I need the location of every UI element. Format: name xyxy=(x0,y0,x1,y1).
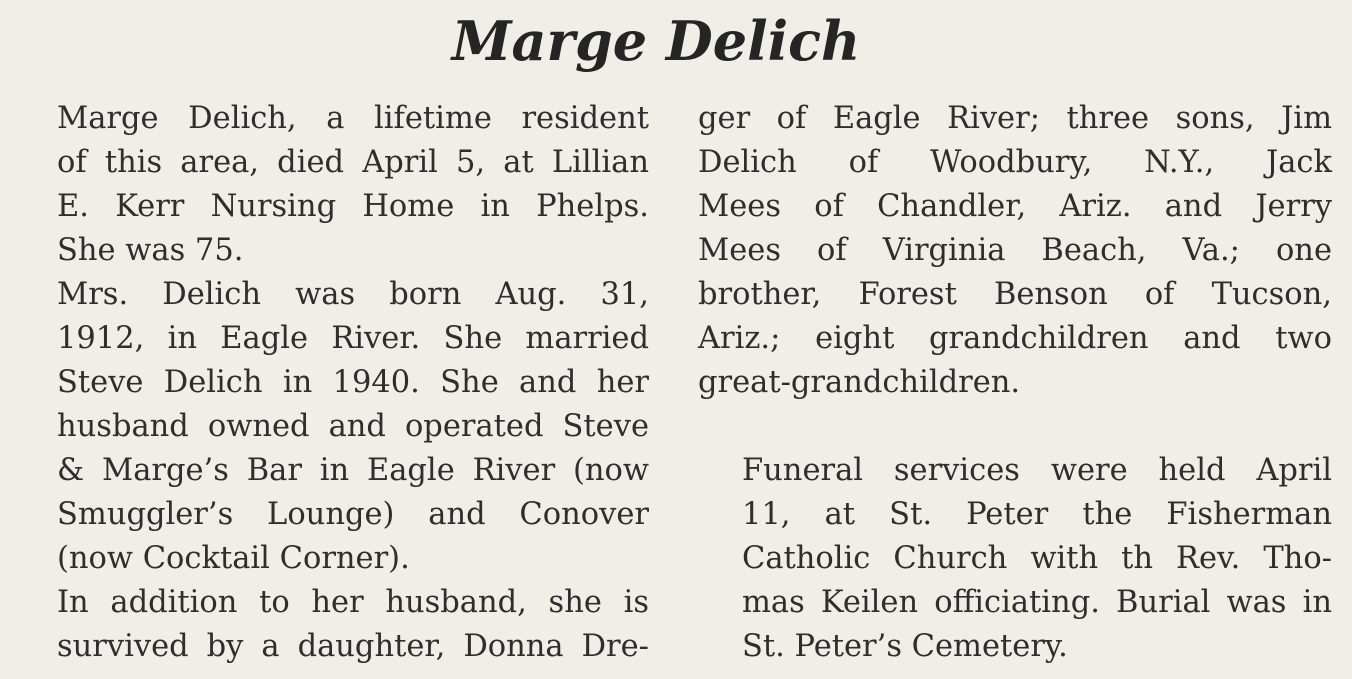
text-line: of this area, died April 5, at Lillian xyxy=(57,145,649,180)
text-line: 1912, in Eagle River. She married xyxy=(57,321,649,356)
text-line: Catholic Church with th Rev. Tho- xyxy=(742,541,1332,576)
text-line: She was 75. xyxy=(57,233,244,268)
text-line: husband owned and operated Steve xyxy=(57,409,649,444)
text-line: mas Keilen officiating. Burial was in xyxy=(742,585,1332,620)
text-line: & Marge’s Bar in Eagle River (now xyxy=(57,453,649,488)
text-line: E. Kerr Nursing Home in Phelps. xyxy=(57,189,649,224)
text-line: In addition to her husband, she is xyxy=(57,585,649,620)
left-column xyxy=(13,97,649,669)
paragraph-death-notice xyxy=(13,97,649,273)
right-column xyxy=(698,97,1332,669)
text-line: St. Peter’s Cemetery. xyxy=(742,629,1068,664)
text-line: Mees of Virginia Beach, Va.; one xyxy=(698,233,1332,268)
text-line: (now Cocktail Corner). xyxy=(57,541,410,576)
paragraph-funeral-services xyxy=(698,449,1332,669)
text-line: ger of Eagle River; three sons, Jim xyxy=(698,101,1332,136)
text-line: Ariz.; eight grandchildren and two xyxy=(698,321,1332,356)
paragraph-survivors-continued xyxy=(698,97,1332,405)
text-line: Smuggler’s Lounge) and Conover xyxy=(57,497,649,532)
text-line: Mees of Chandler, Ariz. and Jerry xyxy=(698,189,1332,224)
text-line: 11, at St. Peter the Fisherman xyxy=(742,497,1332,532)
paragraph-biography xyxy=(13,273,649,581)
text-line: Funeral services were held April xyxy=(742,453,1332,488)
obituary-title: Marge Delich xyxy=(451,9,861,73)
text-line: survived by a daughter, Donna Dre- xyxy=(57,629,649,664)
paragraph-survivors-start xyxy=(13,581,649,669)
text-line: great-grandchildren. xyxy=(698,365,1021,400)
text-line: Mrs. Delich was born Aug. 31, xyxy=(57,277,649,312)
text-line: Delich of Woodbury, N.Y., Jack xyxy=(698,145,1332,180)
text-line: brother, Forest Benson of Tucson, xyxy=(698,277,1332,312)
text-line: Marge Delich, a lifetime resident xyxy=(57,101,649,136)
text-line: Steve Delich in 1940. She and her xyxy=(57,365,649,400)
